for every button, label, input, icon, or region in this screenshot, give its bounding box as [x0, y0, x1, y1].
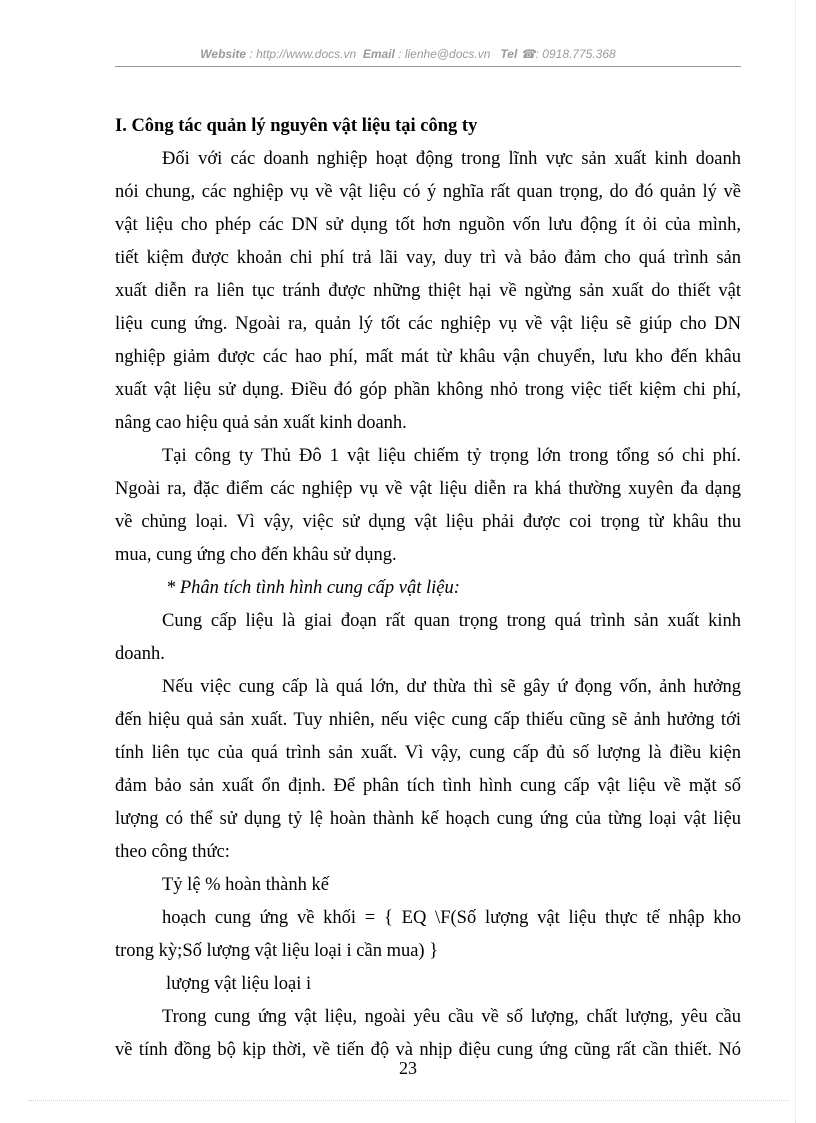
paragraph-line: đến hiệu quả sản xuất. Tuy nhiên, nếu việc cung cấp thiếu cũng sẽ ảnh hưởng tới [115, 710, 741, 730]
tel-label: Tel [500, 47, 518, 61]
website-label: Website [200, 47, 247, 61]
tel-value: : 0918.775.368 [535, 47, 616, 61]
paragraph-line: Cung cấp liệu là giai đoạn rất quan trọng trong quá trình sản xuất kinh [162, 611, 741, 631]
paragraph-line: nghiệp giảm được các hao phí, mất mát từ khâu vận chuyển, lưu kho đến khâu [115, 347, 741, 367]
website-value: : http://www.docs.vn [249, 47, 357, 61]
paragraph-line: về tính đồng bộ kịp thời, về tiến độ và nhịp điệu cung ứng cũng rất cần thiết. Nó [115, 1040, 741, 1060]
page-right-border [795, 0, 796, 1123]
paragraph-line: Đối với các doanh nghiệp hoạt động trong lĩnh vực sản xuất kinh doanh [162, 149, 741, 169]
phone-icon: ☎ [520, 47, 536, 61]
page-header [0, 47, 816, 61]
paragraph-line: Tại công ty Thủ Đô 1 vật liệu chiếm tỷ trọng lớn trong tổng só chi phí. [162, 446, 741, 466]
paragraph-line: doanh. [115, 644, 165, 664]
subheading: * Phân tích tình hình cung cấp vật liệu: [166, 578, 460, 598]
paragraph-line: xuất diễn ra liên tục tránh được những thiệt hại về ngừng sản xuất do thiết vật [115, 281, 741, 301]
paragraph-line: đảm bảo sản xuất ổn định. Để phân tích tình hình cung cấp vật liệu về mặt số [115, 776, 741, 796]
paragraph-line: nói chung, các nghiệp vụ về vật liệu có ý nghĩa rất quan trọng, do đó quản lý về [115, 182, 741, 202]
formula-line: hoạch cung ứng về khối = { EQ \F(Số lượng vật liệu thực tế nhập kho [162, 908, 741, 928]
formula-line: lượng vật liệu loại i [166, 974, 312, 994]
paragraph-line: liệu cung ứng. Ngoài ra, quản lý tốt các nghiệp vụ về vật liệu sẽ giúp cho DN [115, 314, 741, 334]
paragraph-line: mua, cung ứng cho đến khâu sử dụng. [115, 545, 397, 565]
paragraph-line: nâng cao hiệu quả sản xuất kinh doanh. [115, 413, 407, 433]
formula-line: trong kỳ;Số lượng vật liệu loại i cần mua) } [115, 941, 439, 961]
paragraph-line: Ngoài ra, đặc điểm các nghiệp vụ về vật liệu diễn ra khá thường xuyên đa dạng [115, 479, 741, 499]
document-body [115, 110, 741, 1067]
formula-line: Tỷ lệ % hoàn thành kế [162, 875, 329, 895]
paragraph-line: vật liệu cho phép các DN sử dụng tốt hơn nguồn vốn lưu động ít ỏi của mình, [115, 215, 741, 235]
header-divider [115, 66, 741, 67]
email-value: : lienhe@docs.vn [398, 47, 491, 61]
page-number: 23 [399, 1058, 417, 1078]
paragraph-line: xuất vật liệu sử dụng. Điều đó góp phần không nhỏ trong việc tiết kiệm chi phí, [115, 380, 741, 400]
paragraph-line: theo công thức: [115, 842, 230, 862]
paragraph-line: Nếu việc cung cấp là quá lớn, dư thừa thì sẽ gây ứ đọng vốn, ảnh hưởng [162, 677, 741, 697]
page-bottom-border [28, 1100, 788, 1101]
paragraph-line: về chủng loại. Vì vậy, việc sử dụng vật liệu phải được coi trọng từ khâu thu [115, 512, 741, 532]
paragraph-line: Trong cung ứng vật liệu, ngoài yêu cầu về số lượng, chất lượng, yêu cầu [162, 1007, 741, 1027]
section-heading: I. Công tác quản lý nguyên vật liệu tại công ty [115, 116, 478, 136]
paragraph-line: tính liên tục của quá trình sản xuất. Vì vậy, cung cấp đủ số lượng là điều kiện [115, 743, 741, 763]
email-label: Email [362, 47, 395, 61]
paragraph-line: tiết kiệm được khoản chi phí trả lãi vay, duy trì và bảo đảm cho quá trình sản [115, 248, 741, 268]
paragraph-line: lượng có thể sử dụng tỷ lệ hoàn thành kế hoạch cung ứng của từng loại vật liệu [115, 809, 741, 829]
